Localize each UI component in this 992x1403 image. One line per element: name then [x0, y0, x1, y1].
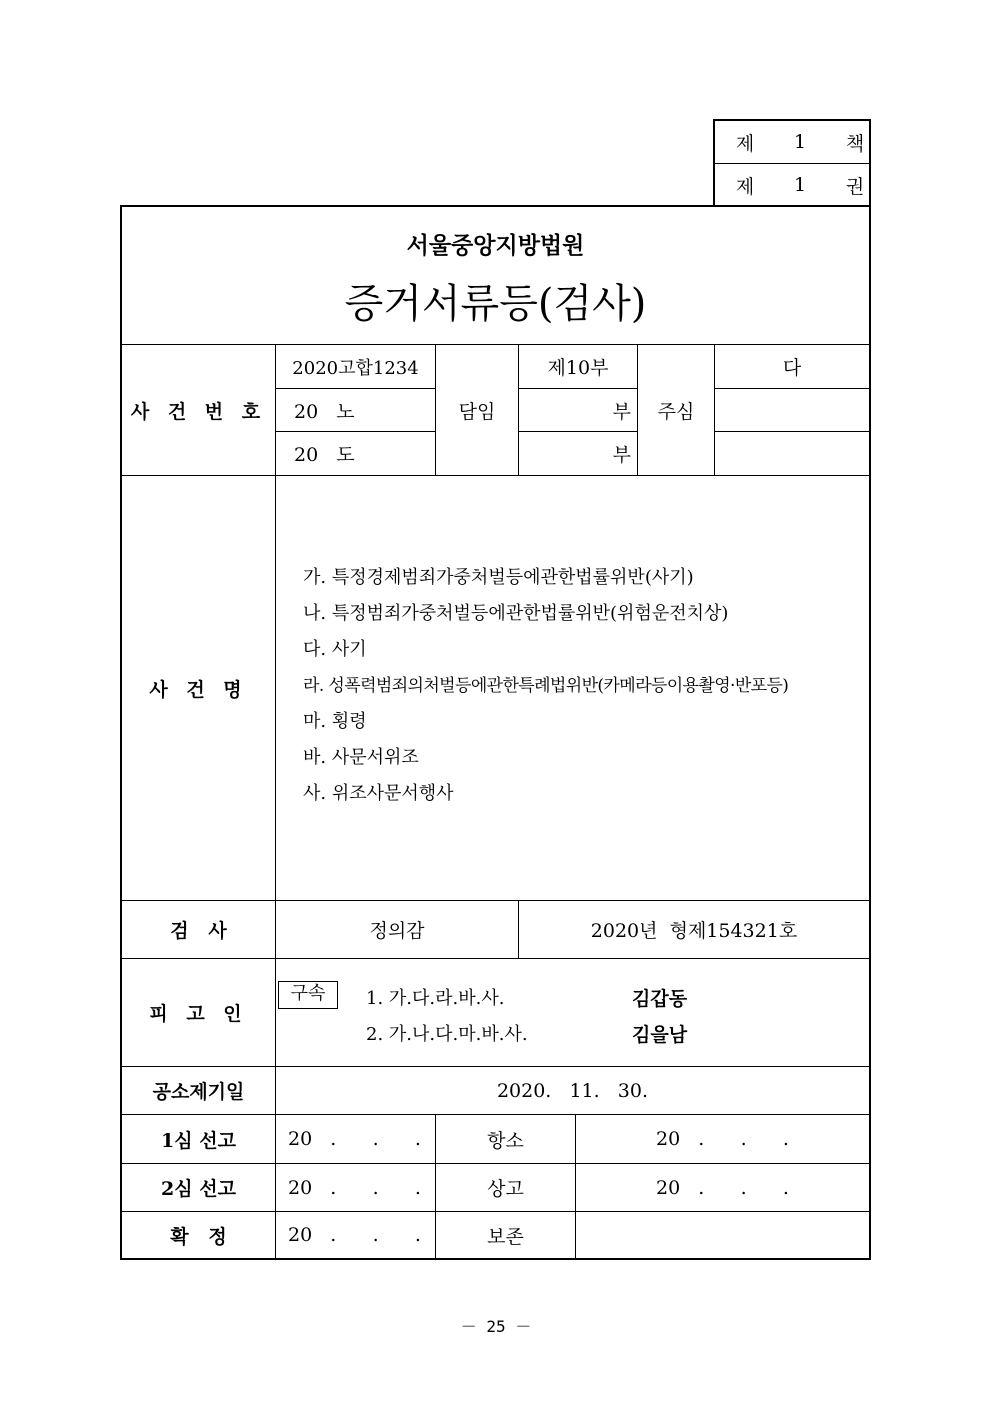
- final-appeal-label: 상고: [487, 1178, 524, 1200]
- indictment-date: 2020. 11. 30.: [496, 1079, 649, 1102]
- appeal-date: 20 . . .: [656, 1128, 789, 1150]
- presiding-label: 주심: [657, 400, 695, 423]
- presiding-judge-first: 다: [782, 357, 802, 379]
- prosecutor-name: 정의감: [369, 920, 425, 942]
- presiding-judge-second: [715, 389, 869, 431]
- prosecutor-label: 검 사: [170, 920, 227, 942]
- court-name: 서울중앙지방법원: [406, 231, 585, 259]
- defendant-charges: 1. 가.다.라.바.사.: [366, 988, 505, 1009]
- case-name-item: 마. 횡령: [303, 711, 367, 732]
- volume-row1-number: 1: [793, 131, 807, 153]
- case-number-primary: 2020고합1234: [292, 357, 419, 379]
- volume-row1-unit: 책: [845, 132, 865, 155]
- page-number: － 25 －: [460, 1316, 532, 1336]
- appeal-label: 항소: [487, 1129, 524, 1152]
- final-appeal-date: 20 . . .: [656, 1176, 789, 1199]
- volume-row2-number: 1: [793, 174, 807, 196]
- second-instance-date: 20 . . .: [288, 1176, 421, 1199]
- case-name-item: 다. 사기: [303, 639, 367, 660]
- case-name-item: 나. 특정범죄가중처벌등에관한법률위반(위험운전치상): [303, 603, 729, 624]
- case-name-item: 사. 위조사문서행사: [303, 783, 454, 804]
- volume-row2-unit: 권: [845, 175, 865, 198]
- document-title: 증거서류등(검사): [344, 280, 647, 327]
- second-instance-label: 2심 선고: [161, 1178, 236, 1200]
- detention-badge: 구속: [278, 981, 338, 1009]
- case-name-item: 라. 성폭력범죄의처벌등에관한특례법위반(카메라등이용촬영·반포등): [303, 676, 789, 696]
- case-name-list: [303, 560, 869, 812]
- assigned-label: 담임: [458, 400, 496, 423]
- first-instance-date: 20 . . .: [288, 1128, 421, 1150]
- first-instance-label: 1심 선고: [161, 1129, 236, 1152]
- case-number-appeal: 20 노: [294, 400, 355, 423]
- indictment-label: 공소제기일: [152, 1081, 245, 1103]
- division-third: 부: [612, 444, 631, 466]
- finalization-label: 확 정: [170, 1225, 227, 1248]
- prosecution-case-number: 2020년 형제154321호: [590, 920, 798, 942]
- volume-row2-prefix: 제: [735, 175, 755, 198]
- defendant-name: 김을남: [632, 1024, 688, 1046]
- case-number-supreme: 20 도: [294, 444, 355, 466]
- defendant-charges: 2. 가.나.다.마.바.사.: [366, 1024, 528, 1045]
- volume-row1-prefix: 제: [735, 132, 755, 155]
- defendant-label: 피 고 인: [149, 1003, 248, 1025]
- case-name-item: 가. 특정경제범죄가중처벌등에관한법률위반(사기): [303, 567, 694, 588]
- case-name-label: 사 건 명: [149, 678, 248, 701]
- case-name-item: 바. 사문서위조: [303, 747, 419, 768]
- preservation-label: 보존: [487, 1225, 524, 1248]
- finalization-date: 20 . . .: [288, 1224, 421, 1246]
- division-first: 제10부: [547, 357, 609, 379]
- division-second: 부: [612, 400, 631, 423]
- case-number-label: 사 건 번 호: [130, 400, 267, 423]
- defendant-name: 김갑동: [632, 988, 688, 1010]
- presiding-judge-third: [715, 432, 869, 475]
- preservation-value: [576, 1212, 869, 1258]
